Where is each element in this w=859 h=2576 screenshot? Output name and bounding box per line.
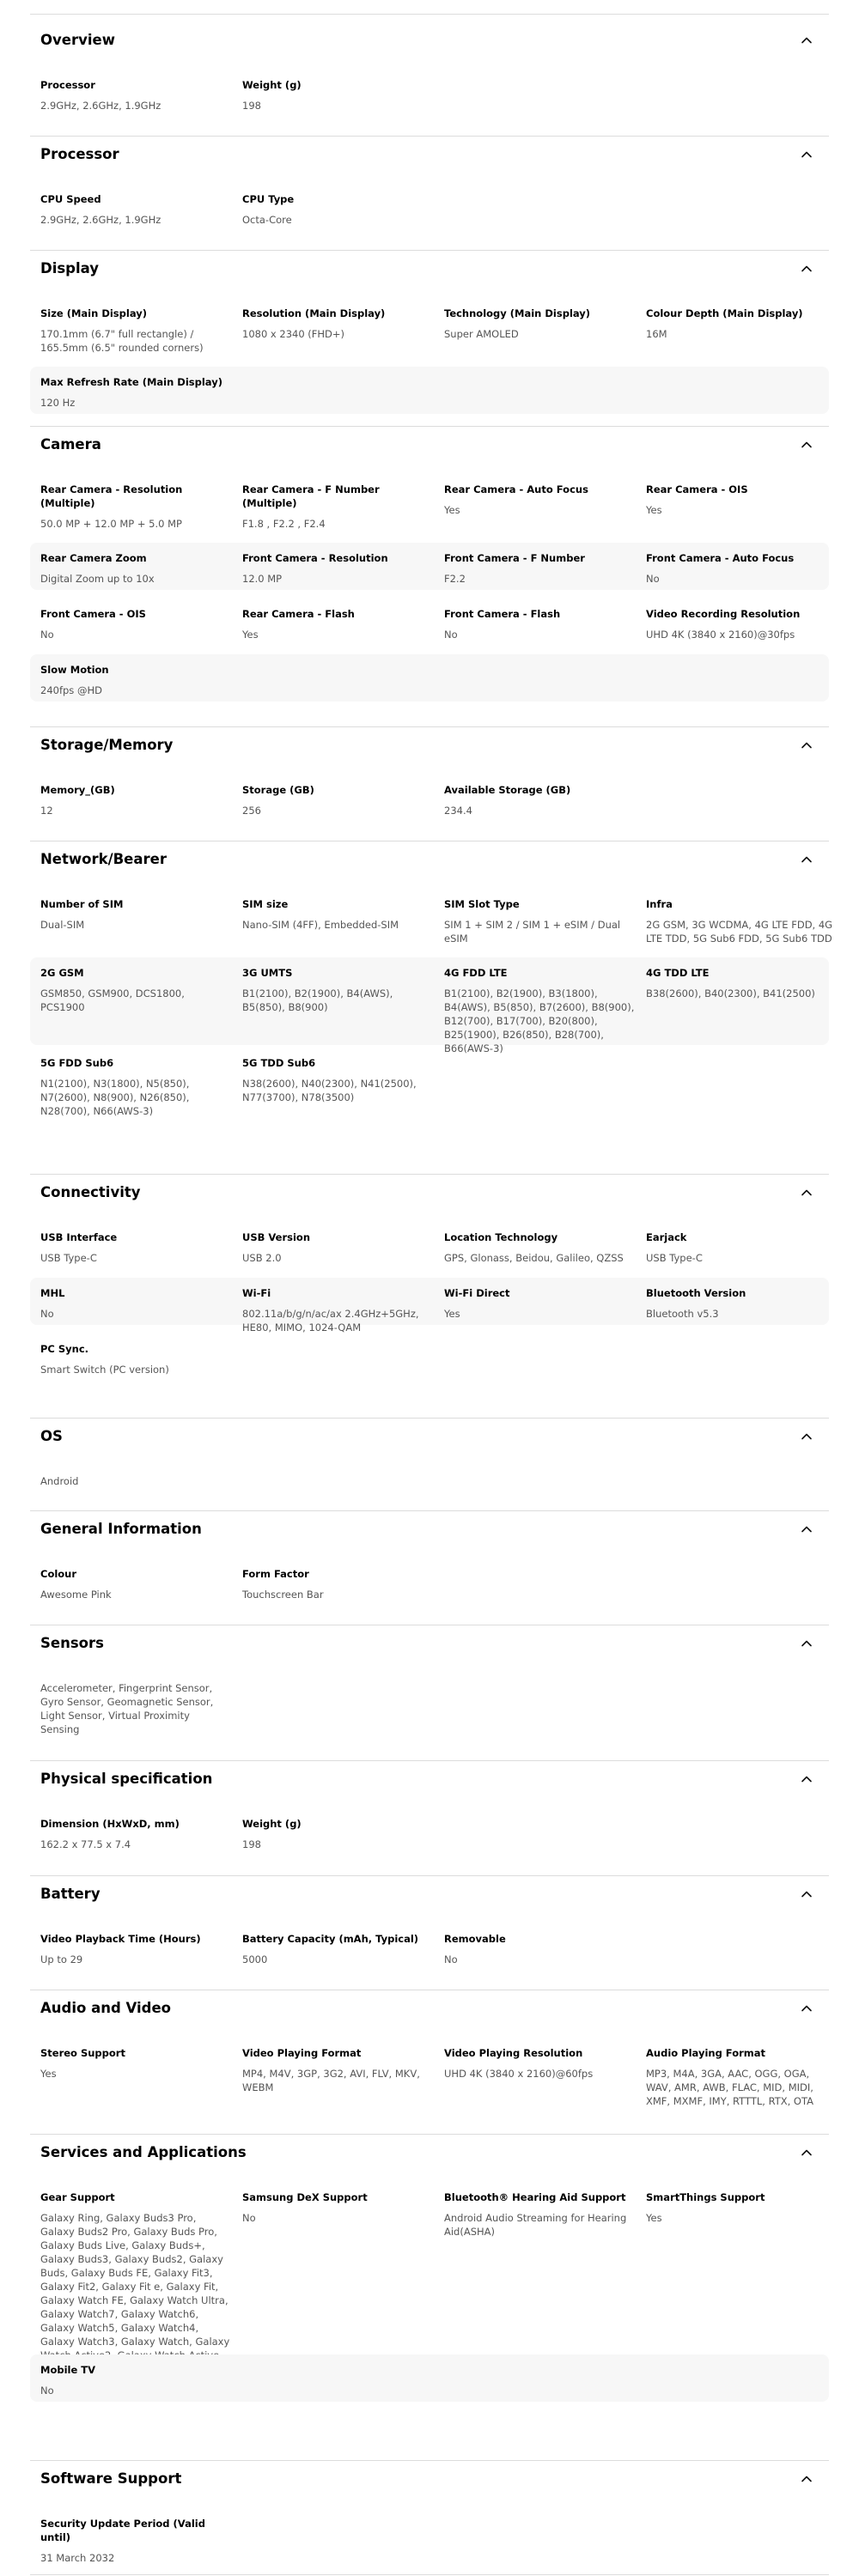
- spec-label: Video Recording Resolution: [646, 608, 801, 620]
- spec-value: 50.0 MP + 12.0 MP + 5.0 MP: [40, 518, 182, 530]
- spec-item: [242, 78, 433, 112]
- spec-label: Security Update Period (Valid until): [40, 2518, 205, 2543]
- spec-value: No: [40, 2385, 54, 2397]
- spec-value: 802.11a/b/g/n/ac/ax 2.4GHz+5GHz, HE80, MIMO, 1024-QAM: [242, 1308, 419, 1334]
- spec-value: UHD 4K (3840 x 2160)@60fps: [444, 2068, 594, 2080]
- spec-item: [40, 1474, 231, 1488]
- spec-label: Wi-Fi Direct: [444, 1287, 510, 1299]
- chevron-up-icon[interactable]: [800, 1772, 813, 1786]
- chevron-up-icon[interactable]: [800, 1186, 813, 1200]
- section-header[interactable]: [40, 258, 819, 280]
- spec-value: B38(2600), B40(2300), B41(2500): [646, 987, 815, 999]
- spec-value: Touchscreen Bar: [242, 1589, 324, 1601]
- spec-row: [30, 2182, 829, 2348]
- section-header[interactable]: [40, 1883, 819, 1905]
- spec-item: [242, 483, 433, 531]
- spec-value: 198: [242, 1838, 261, 1850]
- spec-label: Storage (GB): [242, 784, 314, 796]
- section-divider: [30, 2574, 829, 2575]
- spec-item: [646, 551, 837, 586]
- spec-label: Rear Camera - OIS: [646, 483, 748, 495]
- section-title: Network/Bearer: [40, 851, 167, 867]
- spec-item: [646, 607, 837, 641]
- spec-item: [444, 1230, 635, 1265]
- spec-label: Earjack: [646, 1231, 687, 1243]
- section-title: Processor: [40, 146, 119, 162]
- spec-item: [444, 783, 635, 817]
- spec-label: 3G UMTS: [242, 967, 293, 979]
- spec-item: [646, 483, 837, 517]
- spec-row: [30, 1808, 829, 1860]
- spec-item: [40, 1056, 231, 1118]
- spec-item: [444, 1286, 635, 1321]
- spec-label: Stereo Support: [40, 2047, 125, 2059]
- spec-row: [30, 1673, 829, 1746]
- spec-value: Galaxy Ring, Galaxy Buds3 Pro, Galaxy Buds2 Pro, Galaxy Buds Pro, Galaxy Buds Live, Galaxy Buds+, Galaxy Buds3, Galaxy Buds2, Galaxy Buds, Galaxy Buds FE, Galaxy Fit3, Galaxy Fit2, Galaxy Fit e, Galaxy Fit, Galaxy Watch FE, Galaxy Watch Ultra, Galaxy Watch7, Galaxy Watch6, Galaxy Watch5, Galaxy Watch4, Galaxy Watch3, Galaxy Watch, Galaxy: [40, 2212, 230, 2348]
- spec-value: 120 Hz: [40, 397, 76, 409]
- spec-value: Yes: [646, 2212, 662, 2224]
- section-header[interactable]: [40, 1768, 819, 1790]
- spec-label: Weight (g): [242, 79, 302, 91]
- spec-value: Yes: [646, 504, 662, 516]
- spec-label: USB Interface: [40, 1231, 118, 1243]
- spec-label: SmartThings Support: [646, 2191, 765, 2203]
- spec-label: Video Playing Resolution: [444, 2047, 583, 2059]
- spec-value: GPS, Glonass, Beidou, Galileo, QZSS: [444, 1252, 624, 1264]
- spec-label: Video Playing Format: [242, 2047, 362, 2059]
- spec-label: Slow Motion: [40, 664, 109, 676]
- chevron-up-icon[interactable]: [800, 148, 813, 161]
- spec-value: Yes: [444, 1308, 460, 1320]
- spec-item: [242, 1056, 433, 1104]
- spec-section-audio-and-video: [30, 1990, 829, 2135]
- chevron-up-icon[interactable]: [800, 2146, 813, 2160]
- spec-item: [242, 1932, 433, 1966]
- chevron-up-icon[interactable]: [800, 1887, 813, 1901]
- spec-section-sensors: [30, 1625, 829, 1761]
- spec-item: [40, 1932, 231, 1966]
- section-header[interactable]: [40, 1518, 819, 1540]
- spec-item: [40, 2517, 231, 2565]
- spec-label: Rear Camera - F Number (Multiple): [242, 483, 380, 509]
- spec-item: [40, 78, 231, 112]
- section-header[interactable]: [40, 1632, 819, 1655]
- spec-item: [444, 551, 635, 586]
- spec-item: [444, 2046, 635, 2081]
- section-title: OS: [40, 1428, 63, 1444]
- chevron-up-icon[interactable]: [800, 2472, 813, 2486]
- section-header[interactable]: [40, 1997, 819, 2020]
- spec-item: [40, 1817, 231, 1851]
- chevron-up-icon[interactable]: [800, 33, 813, 47]
- spec-value: 12: [40, 805, 53, 817]
- spec-item: [242, 192, 433, 227]
- spec-item: [242, 1567, 433, 1601]
- spec-row: [30, 70, 829, 121]
- section-title: Overview: [40, 32, 115, 48]
- spec-row: [30, 1278, 829, 1334]
- spec-label: Rear Camera Zoom: [40, 552, 147, 564]
- spec-value: MP3, M4A, 3GA, AAC, OGG, OGA, WAV, AMR, AWB, FLAC, MID, MIDI, XMF, MXMF, IMY, RTTTL, RTX, OTA: [646, 2068, 813, 2107]
- spec-item: [646, 1286, 837, 1321]
- spec-row: [30, 2508, 829, 2564]
- spec-label: CPU Type: [242, 193, 295, 205]
- spec-value: 16M: [646, 328, 667, 340]
- spec-item: [646, 307, 837, 341]
- spec-label: Audio Playing Format: [646, 2047, 766, 2059]
- spec-item: [40, 783, 231, 817]
- spec-section-services-and-applications: [30, 2135, 829, 2461]
- spec-row: [30, 1466, 829, 1500]
- spec-item: [40, 192, 231, 227]
- spec-label: Colour: [40, 1568, 77, 1580]
- section-title: Battery: [40, 1886, 101, 1902]
- spec-item: [242, 1286, 433, 1334]
- spec-value: USB 2.0: [242, 1252, 282, 1264]
- spec-value: 31 March 2032: [40, 2552, 115, 2564]
- spec-section-os: [30, 1419, 829, 1511]
- section-title: General Information: [40, 1521, 202, 1537]
- spec-value: B1(2100), B2(1900), B4(AWS), B5(850), B8(900): [242, 987, 393, 1013]
- spec-label: Max Refresh Rate (Main Display): [40, 376, 222, 388]
- spec-row: [30, 367, 829, 414]
- spec-label: SIM size: [242, 898, 289, 910]
- spec-section-network-bearer: [30, 841, 833, 1175]
- spec-row: [30, 1558, 829, 1610]
- top-divider: [30, 14, 829, 15]
- spec-item: [40, 2190, 231, 2362]
- spec-row: [30, 598, 829, 646]
- spec-label: Colour Depth (Main Display): [646, 307, 803, 319]
- spec-value: N38(2600), N40(2300), N41(2500), N77(3700), N78(3500): [242, 1078, 417, 1103]
- spec-item: [646, 897, 837, 945]
- spec-label: SIM Slot Type: [444, 898, 520, 910]
- spec-item: [242, 551, 433, 586]
- spec-value: No: [646, 573, 660, 585]
- spec-label: Rear Camera - Resolution (Multiple): [40, 483, 183, 509]
- section-header[interactable]: [40, 734, 819, 756]
- spec-value: 12.0 MP: [242, 573, 283, 585]
- spec-label: Available Storage (GB): [444, 784, 571, 796]
- spec-section-overview: [30, 22, 829, 137]
- spec-row: [30, 775, 829, 826]
- chevron-up-icon[interactable]: [800, 1637, 813, 1650]
- section-title: Audio and Video: [40, 2000, 171, 2016]
- spec-item: [646, 1230, 837, 1265]
- spec-value: No: [40, 629, 54, 641]
- spec-section-general-information: [30, 1511, 829, 1625]
- spec-label: Bluetooth Version: [646, 1287, 746, 1299]
- spec-item: [40, 897, 231, 932]
- spec-label: Battery Capacity (mAh, Typical): [242, 1933, 419, 1945]
- spec-row: [30, 957, 829, 1054]
- spec-label: 2G GSM: [40, 967, 84, 979]
- spec-value: 5000: [242, 1953, 268, 1965]
- spec-value: Smart Switch (PC version): [40, 1364, 169, 1376]
- section-header[interactable]: [40, 2468, 819, 2490]
- spec-value: 2G GSM, 3G WCDMA, 4G LTE FDD, 4G LTE TDD, 5G Sub6 FDD, 5G Sub6 TDD: [646, 919, 833, 945]
- spec-value: Bluetooth v5.3: [646, 1308, 719, 1320]
- chevron-up-icon[interactable]: [800, 738, 813, 752]
- spec-value: F1.8 , F2.2 , F2.4: [242, 518, 326, 530]
- section-header[interactable]: [40, 1425, 819, 1448]
- spec-value: Awesome Pink: [40, 1589, 112, 1601]
- spec-value: 2.9GHz, 2.6GHz, 1.9GHz: [40, 214, 161, 226]
- spec-row: [30, 1923, 829, 1975]
- spec-value: 240fps @HD: [40, 684, 102, 696]
- spec-value: 256: [242, 805, 261, 817]
- spec-value: USB Type-C: [40, 1252, 97, 1264]
- spec-item: [646, 2190, 837, 2225]
- spec-label: CPU Speed: [40, 193, 101, 205]
- spec-section-software-support: [30, 2461, 829, 2575]
- spec-item: [242, 783, 433, 817]
- spec-label: MHL: [40, 1287, 65, 1299]
- spec-label: 5G TDD Sub6: [242, 1057, 316, 1069]
- spec-value: USB Type-C: [646, 1252, 703, 1264]
- spec-label: 5G FDD Sub6: [40, 1057, 114, 1069]
- spec-value: 170.1mm (6.7" full rectangle) / 165.5mm (6.5" rounded corners): [40, 328, 204, 354]
- spec-value: No: [242, 2212, 256, 2224]
- spec-label: Mobile TV: [40, 2364, 96, 2376]
- spec-item: [40, 607, 231, 641]
- spec-label: Form Factor: [242, 1568, 309, 1580]
- section-header[interactable]: [40, 2142, 819, 2164]
- spec-item: [444, 2190, 635, 2239]
- spec-row: [30, 184, 829, 235]
- spec-label: PC Sync.: [40, 1343, 89, 1355]
- spec-item: [646, 966, 837, 1000]
- spec-label: Removable: [444, 1933, 506, 1945]
- spec-item: [242, 1230, 433, 1265]
- chevron-up-icon[interactable]: [800, 2002, 813, 2015]
- section-title: Camera: [40, 436, 101, 453]
- spec-label: Resolution (Main Display): [242, 307, 386, 319]
- spec-value: 234.4: [444, 805, 472, 817]
- spec-value: No: [444, 629, 458, 641]
- spec-label: Front Camera - OIS: [40, 608, 146, 620]
- spec-section-camera: [30, 427, 829, 727]
- spec-row: [30, 298, 829, 356]
- spec-label: 4G FDD LTE: [444, 967, 508, 979]
- spec-item: [242, 2046, 433, 2094]
- spec-item: [242, 307, 433, 341]
- section-title: Software Support: [40, 2470, 182, 2487]
- spec-label: Wi-Fi: [242, 1287, 271, 1299]
- section-title: Connectivity: [40, 1184, 141, 1200]
- spec-value: Digital Zoom up to 10x: [40, 573, 155, 585]
- chevron-up-icon[interactable]: [800, 438, 813, 452]
- spec-value: Android Audio Streaming for Hearing Aid(ASHA): [444, 2212, 627, 2238]
- spec-value: Yes: [40, 2068, 57, 2080]
- spec-label: Infra: [646, 898, 673, 910]
- section-header[interactable]: [40, 848, 819, 871]
- section-header[interactable]: [40, 143, 819, 166]
- spec-item: [646, 2046, 837, 2108]
- spec-item: [444, 966, 635, 1055]
- spec-item: [40, 1230, 231, 1265]
- spec-item: [444, 897, 635, 945]
- spec-label: Samsung DeX Support: [242, 2191, 368, 2203]
- section-header[interactable]: [40, 29, 819, 52]
- spec-item: [242, 607, 433, 641]
- spec-row: [30, 1334, 829, 1381]
- spec-section-physical-specification: [30, 1761, 829, 1876]
- section-title: Services and Applications: [40, 2144, 247, 2160]
- spec-value: Octa-Core: [242, 214, 292, 226]
- spec-label: Front Camera - F Number: [444, 552, 585, 564]
- section-title: Physical specification: [40, 1771, 213, 1787]
- spec-value: 198: [242, 100, 261, 112]
- spec-label: Front Camera - Resolution: [242, 552, 388, 564]
- chevron-up-icon[interactable]: [800, 1430, 813, 1443]
- spec-item: [40, 2363, 231, 2397]
- spec-label: Bluetooth® Hearing Aid Support: [444, 2191, 626, 2203]
- spec-label: Location Technology: [444, 1231, 558, 1243]
- spec-item: [242, 1817, 433, 1851]
- spec-row: [30, 543, 829, 590]
- chevron-up-icon[interactable]: [800, 853, 813, 866]
- section-title: Sensors: [40, 1635, 104, 1651]
- spec-label: Rear Camera - Auto Focus: [444, 483, 588, 495]
- spec-item: [242, 897, 433, 932]
- spec-value: Yes: [242, 629, 259, 641]
- spec-value: 162.2 x 77.5 x 7.4: [40, 1838, 131, 1850]
- spec-item: [40, 2046, 231, 2081]
- spec-label: Dimension (HxWxD, mm): [40, 1818, 180, 1830]
- spec-item: [40, 663, 231, 697]
- spec-value: 1080 x 2340 (FHD+): [242, 328, 345, 340]
- spec-label: Technology (Main Display): [444, 307, 591, 319]
- spec-label: Video Playback Time (Hours): [40, 1933, 201, 1945]
- spec-value: Nano-SIM (4FF), Embedded-SIM: [242, 919, 399, 931]
- spec-item: [40, 1681, 231, 1736]
- spec-row: [30, 1222, 829, 1269]
- section-title: Storage/Memory: [40, 737, 174, 753]
- spec-item: [40, 375, 231, 410]
- spec-label: USB Version: [242, 1231, 311, 1243]
- spec-item: [40, 966, 231, 1014]
- spec-value: SIM 1 + SIM 2 / SIM 1 + eSIM / Dual eSIM: [444, 919, 621, 945]
- spec-value: UHD 4K (3840 x 2160)@30fps: [646, 629, 795, 641]
- spec-item: [40, 551, 231, 586]
- spec-row: [30, 2354, 829, 2402]
- spec-value: No: [40, 1308, 54, 1320]
- spec-section-battery: [30, 1876, 829, 1990]
- spec-section-processor: [30, 137, 829, 251]
- section-header[interactable]: [40, 434, 819, 456]
- spec-label: Memory_(GB): [40, 784, 115, 796]
- spec-label: Size (Main Display): [40, 307, 147, 319]
- spec-item: [242, 2190, 433, 2225]
- chevron-up-icon[interactable]: [800, 262, 813, 276]
- spec-item: [444, 307, 635, 341]
- spec-item: [40, 1286, 231, 1321]
- spec-value: Accelerometer, Fingerprint Sensor, Gyro Sensor, Geomagnetic Sensor, Light Sensor, Virtual Proximity Sensing: [40, 1682, 214, 1735]
- spec-label: Processor: [40, 79, 95, 91]
- spec-item: [40, 483, 231, 531]
- spec-row: [30, 654, 829, 702]
- spec-item: [40, 1342, 231, 1376]
- spec-item: [40, 307, 231, 355]
- spec-row: [30, 1048, 829, 1125]
- spec-row: [30, 2038, 829, 2111]
- spec-value: GSM850, GSM900, DCS1800, PCS1900: [40, 987, 185, 1013]
- spec-value: B1(2100), B2(1900), B3(1800), B4(AWS), B5(850), B7(2600), B8(900), B12(700), B17(700), B20(800), B25(1900), B26(850), B28(700), B66(AWS-3): [444, 987, 635, 1054]
- spec-section-display: [30, 251, 829, 427]
- spec-label: 4G TDD LTE: [646, 967, 710, 979]
- spec-label: Front Camera - Auto Focus: [646, 552, 795, 564]
- spec-item: [444, 1932, 635, 1966]
- spec-section-storage-memory: [30, 727, 829, 841]
- spec-value: F2.2: [444, 573, 466, 585]
- spec-section-connectivity: [30, 1175, 829, 1419]
- spec-value: Super AMOLED: [444, 328, 519, 340]
- spec-row: [30, 474, 829, 532]
- spec-value: 2.9GHz, 2.6GHz, 1.9GHz: [40, 100, 161, 112]
- spec-value: MP4, M4V, 3GP, 3G2, AVI, FLV, MKV, WEBM: [242, 2068, 420, 2093]
- spec-item: [40, 1567, 231, 1601]
- spec-label: Weight (g): [242, 1818, 302, 1830]
- chevron-up-icon[interactable]: [800, 1522, 813, 1536]
- spec-value: No: [444, 1953, 458, 1965]
- spec-label: Gear Support: [40, 2191, 115, 2203]
- spec-value: Dual-SIM: [40, 919, 85, 931]
- spec-value: Android: [40, 1475, 79, 1487]
- spec-label: Rear Camera - Flash: [242, 608, 355, 620]
- spec-item: [444, 607, 635, 641]
- section-title: Display: [40, 260, 100, 276]
- spec-value: Up to 29: [40, 1953, 83, 1965]
- spec-label: Front Camera - Flash: [444, 608, 561, 620]
- spec-value: Yes: [444, 504, 460, 516]
- spec-item: [444, 483, 635, 517]
- section-header[interactable]: [40, 1182, 819, 1204]
- spec-item: [242, 966, 433, 1014]
- spec-label: Number of SIM: [40, 898, 124, 910]
- spec-value: N1(2100), N3(1800), N5(850), N7(2600), N8(900), N26(850), N28(700), N66(AWS-3): [40, 1078, 190, 1117]
